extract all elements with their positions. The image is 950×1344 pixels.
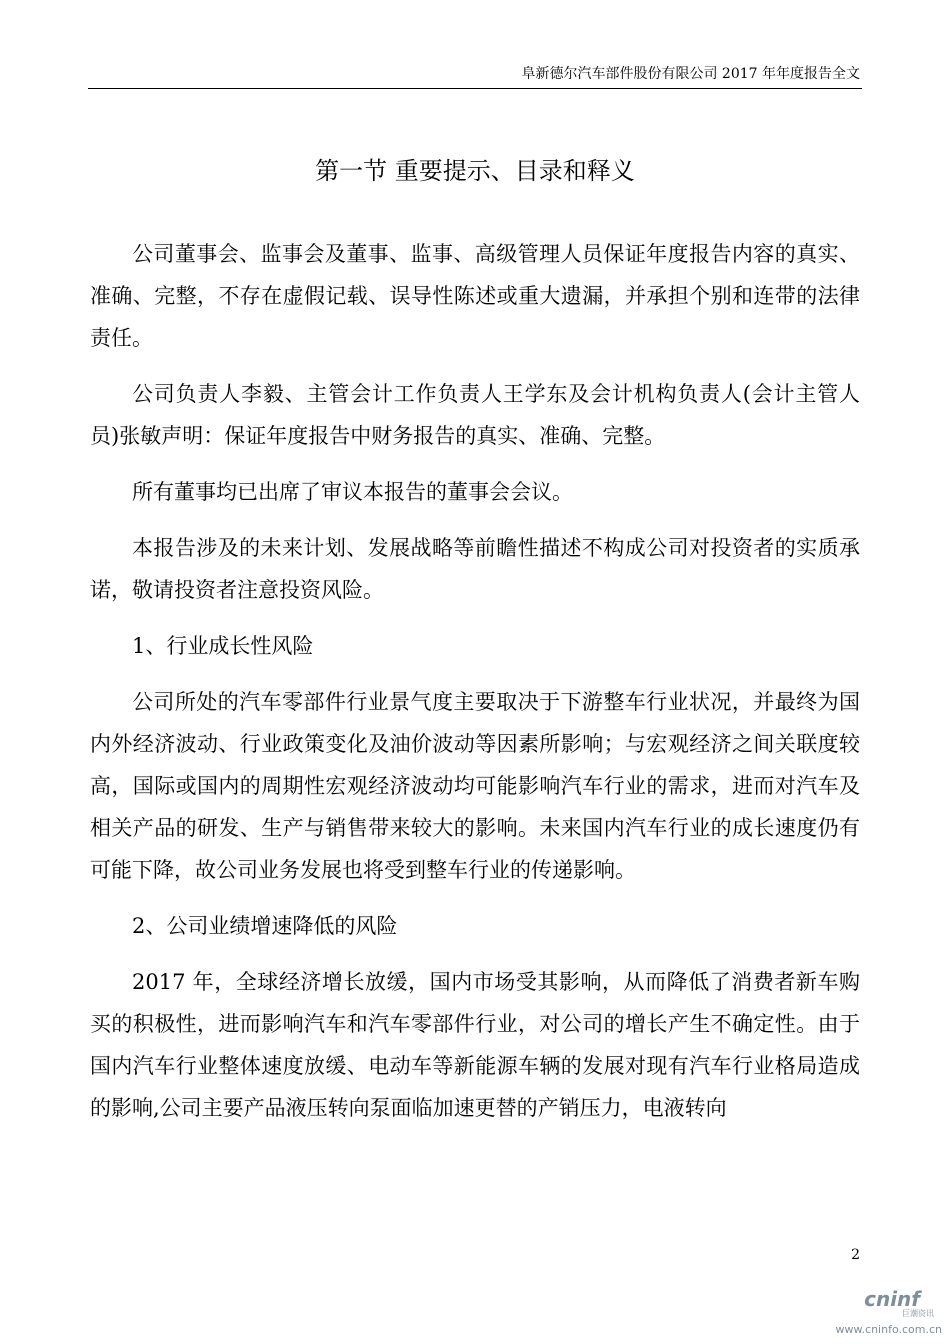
cninfo-logo: cninf: [864, 1287, 920, 1311]
risk-heading-performance: 2、公司业绩增速降低的风险: [132, 914, 398, 938]
paragraph-forward-looking: 本报告涉及的未来计划、发展战略等前瞻性描述不构成公司对投资者的实质承诺，敬请投资者注意投资风险。: [90, 536, 860, 602]
paragraph-responsible-persons: 公司负责人李毅、主管会计工作负责人王学东及会计机构负责人(会计主管人员)张敏声明：保证年度报告中财务报告的真实、准确、完整。: [90, 382, 860, 448]
report-header-title: 阜新德尔汽车部件股份有限公司 2017 年年度报告全文: [521, 66, 860, 82]
paragraph-attendance: 所有董事均已出席了审议本报告的董事会会议。: [132, 480, 573, 504]
paragraph-industry-risk: 公司所处的汽车零部件行业景气度主要取决于下游整车行业状况，并最终为国内外经济波动、行业政策变化及油价波动等因素所影响；与宏观经济之间关联度较高，国际或国内的周期性宏观经济波动均可能影响汽车行业的需求，进而对汽车及相关产品的研发、生产与销售带来较大的影响。未来国内汽车行业的成长速度仍有可能下降，故公司业务发展也将受到整车行业的传递影响。: [90, 690, 860, 882]
cninfo-logo-cn: 巨潮资讯: [902, 1309, 934, 1318]
risk-heading-industry-growth: 1、行业成长性风险: [132, 634, 314, 658]
section-title: 第一节 重要提示、目录和释义: [315, 157, 635, 185]
cninfo-watermark: [822, 1288, 942, 1338]
paragraph-performance-risk: 2017 年，全球经济增长放缓，国内市场受其影响，从而降低了消费者新车购买的积极性，进而影响汽车和汽车零部件行业，对公司的增长产生不确定性。由于国内汽车行业整体速度放缓、电动车等新能源车辆的发展对现有汽车行业格局造成的影响,公司主要产品液压转向泵面临加速更替的产销压力，电液转向: [90, 970, 860, 1120]
cninfo-url: www.cninfo.com.cn: [835, 1323, 942, 1336]
page-number: 2: [851, 1247, 860, 1263]
paragraph-board-statement: 公司董事会、监事会及董事、监事、高级管理人员保证年度报告内容的真实、准确、完整，不存在虚假记载、误导性陈述或重大遗漏，并承担个别和连带的法律责任。: [90, 242, 860, 350]
document-body: [90, 233, 860, 1143]
header-divider: [88, 88, 862, 89]
